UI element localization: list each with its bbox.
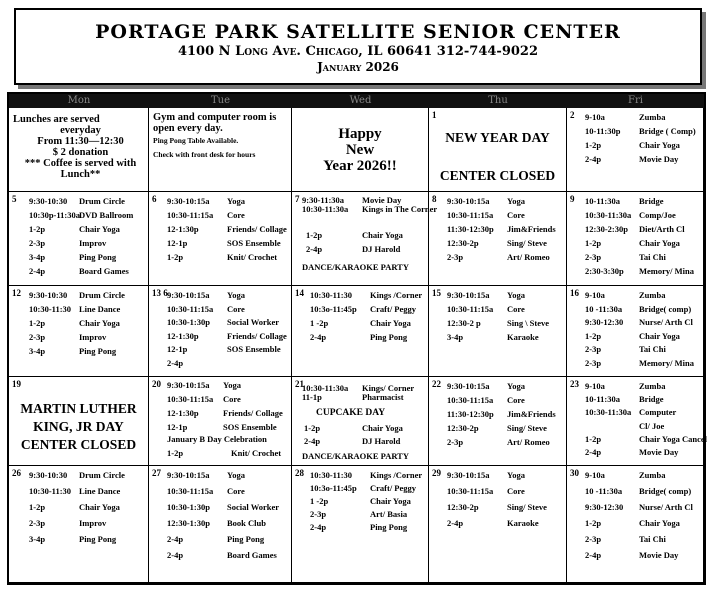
day-cell-week1-wed: [292, 108, 429, 192]
event-time: 10:30-11:30: [310, 470, 353, 480]
day-cell-week2-fri: [567, 192, 704, 286]
event-activity: Drum Circle: [79, 196, 125, 206]
day-number: 27: [152, 468, 161, 478]
event-note: DANCE/KARAOKE PARTY: [302, 451, 409, 461]
event-time: 2-3p: [585, 252, 602, 262]
event-activity: Chair Yoga Cancel: [639, 433, 707, 444]
day-cell-week2-thu: [429, 192, 567, 286]
event-activity: DJ Harold: [362, 244, 401, 254]
event-activity: Friends/ Collage: [223, 408, 283, 418]
event-time: 9-10a: [585, 470, 605, 480]
event-time: 12-1p: [167, 344, 188, 354]
event-time: 12:30-2p: [447, 423, 479, 433]
event-time: 9:30-10:30: [29, 196, 68, 206]
event-time: 10:30-11:15a: [167, 394, 214, 404]
event-time: 9:30-10:15a: [167, 470, 210, 480]
event-time: 9:30-10:15a: [447, 381, 490, 391]
event-activity: Ping Pong: [79, 346, 117, 356]
event-activity: Book Club: [227, 518, 266, 528]
day-cell-week3-tue: [149, 286, 292, 377]
event-activity: Core: [507, 395, 525, 405]
event-activity: Art/ Romeo: [507, 437, 550, 447]
day-number: 12: [12, 288, 21, 298]
event-time: 1-2p: [29, 502, 46, 512]
day-header-fri: Fri: [567, 94, 704, 108]
event-time: 2-3p: [447, 252, 464, 262]
info-line: everyday: [60, 125, 101, 136]
event-activity: Zumba: [639, 381, 666, 391]
day-number: 2: [570, 110, 575, 120]
event-time: 1-2p: [585, 238, 602, 248]
day-number: 5: [12, 194, 17, 204]
event-activity: Bridge: [639, 196, 664, 206]
event-activity: DJ Harold: [362, 436, 401, 446]
day-number: 6: [152, 194, 157, 204]
day-cell-week1-mon: [9, 108, 149, 192]
event-activity: Yoga: [507, 196, 525, 206]
day-number: 21: [295, 379, 304, 389]
event-activity: Sing/ Steve: [507, 238, 547, 248]
event-time: 12-1:30p: [167, 408, 199, 418]
event-activity: Friends/ Collage: [227, 224, 287, 234]
day-number: 7: [295, 194, 300, 204]
event-time: 2-4p: [29, 266, 46, 276]
event-activity: Core: [507, 304, 525, 314]
info-line: Gym and computer room is: [153, 112, 277, 123]
event-time: 10:30-11:30a: [585, 210, 632, 220]
event-time: 10:30-11:30: [310, 290, 353, 300]
event-time: 10:30-11:15a: [447, 486, 494, 496]
event-activity: Ping Pong: [79, 534, 117, 544]
day-number: 15: [432, 288, 441, 298]
event-time: 10:30-11:15a: [167, 210, 214, 220]
event-activity: Craft/ Peggy: [370, 304, 417, 314]
day-number: 22: [432, 379, 441, 389]
event-time: 9:30-10:15a: [447, 290, 490, 300]
event-activity: Board Games: [227, 550, 277, 560]
event-time: 2-3p: [447, 437, 464, 447]
event-time: 10:30-11:30: [29, 304, 72, 314]
event-activity: Chair Yoga: [370, 496, 411, 506]
event-time: 2-3p: [585, 357, 602, 368]
event-activity: Karaoke: [507, 332, 539, 342]
event-activity: Yoga: [507, 381, 525, 391]
day-cell-week4-wed: [292, 377, 429, 466]
day-cell-week3-fri: [567, 286, 704, 377]
page-title: PORTAGE PARK SATELLITE SENIOR CENTER: [95, 21, 621, 43]
info-line: *** Coffee is served with: [24, 158, 137, 169]
info-line: $ 2 donation: [52, 147, 109, 158]
event-time: 12-1:30p: [167, 224, 199, 234]
event-activity: Knit/ Crochet: [227, 252, 278, 262]
event-time: 2-4p: [310, 522, 327, 532]
day-cell-week2-mon: [9, 192, 149, 286]
event-activity: Yoga: [507, 470, 525, 480]
event-activity: Chair Yoga: [639, 238, 680, 248]
event-time: 2-4p: [167, 357, 184, 368]
event-time: 12:30-1:30p: [167, 518, 210, 528]
info-line: From 11:30—12:30: [37, 136, 124, 147]
event-time: 9-10a: [585, 381, 605, 391]
event-time: 10 -11:30a: [585, 303, 623, 314]
event-activity: Art/ Basia: [370, 509, 408, 519]
day-cell-week3-thu: [429, 286, 567, 377]
event-activity: Ping Pong: [370, 332, 408, 342]
event-time: 9:30-10:15a: [447, 470, 490, 480]
day-cell-week5-thu: [429, 466, 567, 583]
day-cell-week3-wed: [292, 286, 429, 377]
event-activity: Cl/ Joe: [639, 420, 665, 431]
day-number: 16: [570, 288, 579, 298]
event-activity: Chair Yoga: [79, 224, 120, 234]
event-time: 1 -2p: [310, 318, 329, 328]
event-activity: Sing \ Steve: [507, 318, 550, 328]
event-time: 3-4p: [447, 332, 464, 342]
info-line: Lunch**: [60, 169, 101, 180]
event-activity: Core: [227, 303, 245, 314]
day-header-thu: Thu: [429, 94, 567, 108]
day-number: 9: [570, 194, 575, 204]
event-activity: Zumba: [639, 290, 666, 300]
event-time: 10:30-11:15a: [167, 303, 214, 314]
event-activity: Line Dance: [79, 304, 121, 314]
event-time: 2-4p: [447, 518, 464, 528]
event-time: 10:30-11:15a: [167, 486, 214, 496]
event-time: 12:30-2p: [447, 502, 479, 512]
event-time: 10:30p-11:30a: [29, 210, 80, 220]
day-number: 1: [432, 110, 437, 120]
event-time: 12-1:30p: [167, 330, 199, 341]
event-time: 9:30-12:30: [585, 502, 624, 512]
event-activity: Friends/ Collage: [227, 330, 287, 341]
event-time: 10:30-11:15a: [447, 395, 494, 405]
event-time: 12-1p: [167, 238, 188, 248]
event-activity: Bridge( comp): [639, 303, 692, 314]
event-activity: Ping Pong: [370, 522, 408, 532]
day-cell-week5-wed: [292, 466, 429, 583]
event-time: 2-3p: [310, 509, 327, 519]
day-number: 29: [432, 468, 441, 478]
event-time: 2-4p: [306, 244, 323, 254]
event-time: 1-2p: [585, 433, 602, 444]
event-time: 2-4p: [585, 446, 602, 457]
event-time: 12:30-2 p: [447, 318, 481, 328]
event-activity: Improv: [79, 518, 107, 528]
greeting-line: New: [345, 142, 375, 158]
event-activity: Chair Yoga: [79, 318, 120, 328]
event-activity: Yoga: [223, 380, 241, 390]
event-activity: Karaoke: [507, 518, 539, 528]
event-note: DANCE/KARAOKE PARTY: [302, 262, 409, 272]
event-time: 1-2p: [167, 448, 184, 458]
event-activity: Tai Chi: [639, 534, 666, 544]
event-activity: Kings/ Corner: [362, 383, 415, 393]
event-activity: Art/ Romeo: [507, 252, 550, 262]
event-activity: Tai Chi: [639, 344, 666, 354]
event-activity: Core: [223, 394, 241, 404]
event-activity: Kings in The Corner: [362, 204, 438, 214]
event-activity: Movie Day: [639, 550, 679, 560]
info-line: Ping Pong Table Available.: [153, 136, 239, 145]
event-activity: Social Worker: [227, 502, 280, 512]
event-time: 3-4p: [29, 534, 46, 544]
event-time: 10:30-11:30: [29, 486, 72, 496]
event-time: 12:30-2:30p: [585, 224, 628, 234]
event-activity: SOS Ensemble: [227, 344, 281, 354]
event-time: 1-2p: [585, 140, 602, 150]
event-activity: Yoga: [227, 196, 245, 206]
event-time: 10 -11:30a: [585, 486, 623, 496]
month-label: January 2026: [317, 60, 399, 74]
event-activity: Chair Yoga: [370, 318, 411, 328]
day-header-tue: Tue: [149, 94, 292, 108]
event-time: 1 -2p: [310, 496, 329, 506]
event-time: 10:30-1:30p: [167, 502, 210, 512]
day-header-mon: Mon: [9, 94, 149, 108]
header-box: [14, 8, 702, 85]
day-number: 19: [12, 379, 21, 389]
event-activity: Kings /Corner: [370, 470, 423, 480]
event-time: 2-4p: [585, 550, 602, 560]
event-time: 3-4p: [29, 252, 46, 262]
event-time: 9:30-10:15a: [167, 196, 210, 206]
notice-line: MARTIN LUTHER: [20, 401, 137, 416]
notice-line: CENTER CLOSED: [439, 168, 556, 183]
event-activity: Core: [227, 210, 245, 220]
event-time: 9:30-10:15a: [167, 380, 210, 390]
day-cell-week5-tue: [149, 466, 292, 583]
event-time: 2-3p: [29, 238, 46, 248]
event-time: 10-11:30a: [585, 196, 620, 206]
cupcake-label: CUPCAKE DAY: [316, 408, 386, 418]
event-activity: SOS Ensemble: [223, 422, 277, 432]
event-activity: Bridge: [639, 394, 664, 405]
event-activity: Computer: [639, 407, 677, 418]
day-number: 13 6: [152, 288, 168, 298]
event-activity: Improv: [79, 332, 107, 342]
event-activity: Line Dance: [79, 486, 121, 496]
day-cell-week2-tue: [149, 192, 292, 286]
event-activity: Core: [507, 486, 525, 496]
event-activity: Social Worker: [227, 317, 280, 327]
event-activity: Yoga: [227, 470, 245, 480]
day-header-wed: Wed: [292, 94, 429, 108]
event-time: 2-4p: [167, 550, 184, 560]
day-cell-week4-thu: [429, 377, 567, 466]
event-time: 10:30-11:15a: [447, 304, 494, 314]
event-activity: Nurse/ Arth Cl: [639, 502, 693, 512]
event-time: 1-2p: [29, 318, 46, 328]
event-time: 2:30-3:30p: [585, 266, 624, 276]
day-cell-week4-mon: [9, 377, 149, 466]
event-activity: Craft/ Peggy: [370, 483, 417, 493]
info-line: Check with front desk for hours: [153, 150, 256, 159]
event-time: 9:30-10:15a: [167, 290, 210, 300]
event-time: 2-3p: [585, 344, 602, 354]
event-time: 3-4p: [29, 346, 46, 356]
event-time: 2-4p: [310, 332, 327, 342]
notice-line: NEW YEAR DAY: [445, 130, 550, 145]
event-time: 9:30-10:30: [29, 470, 68, 480]
event-time: 10:30-11:15a: [447, 210, 494, 220]
event-activity: Ping Pong: [79, 252, 117, 262]
day-cell-week1-thu: [429, 108, 567, 192]
event-activity: Chair Yoga: [639, 330, 680, 341]
greeting-line: Happy: [338, 126, 382, 142]
event-time: 10:30-11:30a: [302, 204, 349, 214]
event-time: 10-11:30a: [585, 394, 620, 405]
event-activity: SOS Ensemble: [227, 238, 281, 248]
event-time: 1-2p: [304, 423, 321, 433]
event-activity: Sing/ Steve: [507, 423, 547, 433]
day-cell-week1-fri: [567, 108, 704, 192]
event-time: 2-4p: [167, 534, 184, 544]
event-time: 10:3o-11:45p: [310, 304, 357, 314]
event-time: 12-1p: [167, 422, 188, 432]
event-activity: Jim&Friends: [507, 224, 556, 234]
day-number: 8: [432, 194, 437, 204]
event-time: 9:30-10:15a: [447, 196, 490, 206]
event-activity: Chair Yoga: [639, 518, 680, 528]
event-activity: Chair Yoga: [362, 423, 403, 433]
event-activity: Memory/ Mina: [639, 357, 694, 368]
event-time: 1-2p: [167, 252, 184, 262]
calendar-grid: [7, 92, 706, 585]
event-activity: Jim&Friends: [507, 409, 556, 419]
event-time: 9-10a: [585, 112, 605, 122]
event-note: January B Day Celebration: [167, 434, 267, 444]
event-time: 2-3p: [29, 332, 46, 342]
day-cell-week2-wed: [292, 192, 438, 286]
event-activity: Comp/Joe: [639, 210, 676, 220]
day-cell-week5-mon: [9, 466, 149, 583]
event-time: 12:30-2p: [447, 238, 479, 248]
day-number: 14: [295, 288, 304, 298]
event-activity: DVD Ballroom: [79, 210, 134, 220]
event-activity: Yoga: [507, 290, 525, 300]
notice-line: KING, JR DAY: [33, 419, 124, 434]
event-time: 11:30-12:30p: [447, 409, 494, 419]
event-activity: Zumba: [639, 470, 666, 480]
event-time: 10-11:30p: [585, 126, 621, 136]
day-number: 28: [295, 468, 304, 478]
event-time: 11-1p: [302, 392, 322, 402]
event-activity: Knit/ Crochet: [231, 448, 282, 458]
event-activity: Core: [507, 210, 525, 220]
event-activity: Board Games: [79, 266, 129, 276]
event-time: 2-3p: [29, 518, 46, 528]
day-cell-week1-tue: [149, 108, 292, 192]
info-line: open every day.: [153, 123, 223, 134]
event-time: 2-4p: [304, 436, 321, 446]
event-activity: Core: [227, 486, 245, 496]
day-cell-week5-fri: [567, 466, 704, 583]
event-activity: Diet/Arth Cl: [639, 224, 685, 234]
day-cell-week4-tue: [149, 377, 292, 466]
event-activity: Sing/ Steve: [507, 502, 547, 512]
event-activity: Movie Day: [362, 195, 402, 205]
event-time: 2-4p: [585, 154, 602, 164]
event-activity: Chair Yoga: [362, 230, 403, 240]
event-time: 2-3p: [585, 534, 602, 544]
day-number: 30: [570, 468, 579, 478]
event-activity: Bridge( comp): [639, 486, 692, 496]
event-activity: Chair Yoga: [639, 140, 680, 150]
event-time: 10:3o-11:45p: [310, 483, 357, 493]
event-time: 1-2p: [585, 330, 602, 341]
info-line: Lunches are served: [13, 114, 100, 125]
event-activity: Drum Circle: [79, 290, 125, 300]
day-cell-week4-fri: [567, 377, 707, 466]
event-time: 10:30-11:30a: [302, 383, 349, 393]
event-time: 9-10a: [585, 290, 605, 300]
event-activity: Kings /Corner: [370, 290, 423, 300]
event-activity: Drum Circle: [79, 470, 125, 480]
day-cell-week3-mon: [9, 286, 149, 377]
event-time: 11:30-12:30p: [447, 224, 494, 234]
event-activity: Zumba: [639, 112, 666, 122]
event-time: 9:30-10:30: [29, 290, 68, 300]
day-number: 26: [12, 468, 21, 478]
event-time: 1-2p: [306, 230, 323, 240]
event-activity: Improv: [79, 238, 107, 248]
notice-line: CENTER CLOSED: [20, 437, 137, 452]
event-activity: Chair Yoga: [79, 502, 120, 512]
event-time: 10:30-1:30p: [167, 317, 210, 327]
event-time: 9:30-11:30a: [302, 195, 345, 205]
event-activity: Movie Day: [639, 446, 679, 457]
event-time: 10:30-11:30a: [585, 407, 632, 418]
event-activity: Tai Chi: [639, 252, 666, 262]
address: 4100 N Long Ave. Chicago, IL 60641 312-744-9022: [177, 44, 539, 59]
event-activity: Nurse/ Arth Cl: [639, 317, 693, 327]
event-time: 1-2p: [585, 518, 602, 528]
event-activity: Yoga: [227, 290, 245, 300]
day-number: 23: [570, 379, 579, 389]
day-number: 20: [152, 379, 161, 389]
event-activity: Ping Pong: [227, 534, 265, 544]
event-activity: Movie Day: [639, 154, 679, 164]
event-time: 1-2p: [29, 224, 46, 234]
greeting-line: Year 2026!!: [323, 158, 397, 174]
event-time: 9:30-12:30: [585, 317, 624, 327]
event-activity: Pharmacist: [362, 392, 404, 402]
event-activity: Bridge ( Comp): [639, 126, 696, 136]
event-activity: Memory/ Mina: [639, 266, 694, 276]
